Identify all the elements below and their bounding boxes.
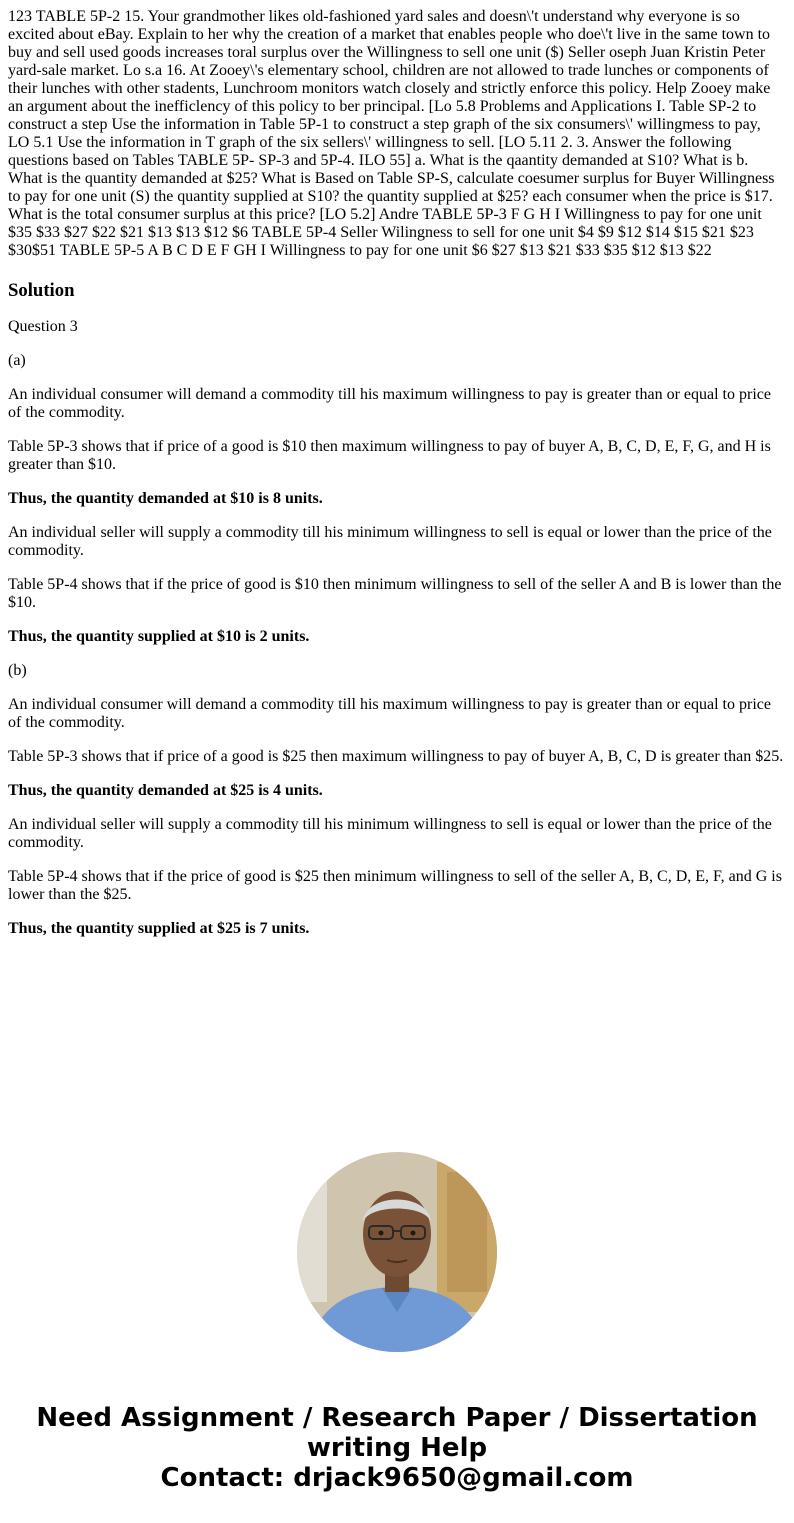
solution-paragraph: Table 5P-4 shows that if the price of good is $25 then minimum willingness to sell of the seller A, B, C, D, E, F, and G is lower than the $25. [8,868,782,903]
question-text: 123 TABLE 5P-2 15. Your grandmother likes old-fashioned yard sales and doesn\'t understand why everyone is so excited about eBay. Explain to her why the creation of a market that enables people who doe\'t live in the same town to buy and sell used goods increases toral surplus over the Willingness to sell one unit ($) Seller oseph Juan Kristin Peter yard-sale market. Lo s.a 16. At Zooey\'s elementary school, children are not allowed to trade lunches or components of their lunches with other stadents, Lunchroom monitors watch closely and strictly enforce this policy. Help Zooey make an argument about the inefficlency of this policy to ber principal. [Lo 5.8 Problems and Applications I. Table SP-2 to construct a step Use the information in Table 5P-1 to construct a step graph of the six consumers\' willingmess to pay, LO 5.1 Use the information in T graph of the six sellers\' willingness to sell. [LO 5.11 2. 3. Answer the following questions based on Tables TABLE 5P- SP-3 and 5P-4. ILO 55] a. What is the qaantity demanded at S10? What is b. What is the quantity demanded at $25? What is Based on Table SP-S, calculate coesumer surplus for Buyer Willingness to pay for one unit (S) the quantity supplied at S10? the quantity supplied at $25? each consumer when the price is $17. What is the total consumer surplus at this price? [LO 5.2] Andre TABLE 5P-3 F G H I Willingness to pay for one unit $35 $33 $27 $22 $21 $13 $13 $12 $6 TABLE 5P-4 Seller Wilingness to sell for one unit $4 $9 $12 $14 $15 $21 $23 $30$51 TABLE 5P-5 A B C D E F GH I Willingness to pay for one unit $6 $27 $13 $21 $33 $35 $12 $13 $22 [8,8,775,259]
document-body [8,8,786,938]
author-portrait [297,1152,497,1352]
footer-line-1: Need Assignment / Research Paper / Dissertation [36,1403,758,1433]
solution-paragraph: An individual seller will supply a commodity till his minimum willingness to sell is equal or lower than the price of the commodity. [8,816,772,851]
solution-paragraph: Table 5P-3 shows that if price of a good is $25 then maximum willingness to pay of buyer A, B, C, D is greater than $25. [8,748,784,765]
solution-conclusion: Thus, the quantity supplied at $10 is 2 units. [8,628,310,645]
solution-conclusion: Thus, the quantity supplied at $25 is 7 units. [8,920,310,937]
solution-body [8,318,786,938]
solution-paragraph: (a) [8,352,26,369]
solution-paragraph: An individual consumer will demand a commodity till his maximum willingness to pay is greater than or equal to price of the commodity. [8,696,771,731]
solution-paragraph: An individual consumer will demand a commodity till his maximum willingness to pay is greater than or equal to price of the commodity. [8,386,771,421]
solution-conclusion: Thus, the quantity demanded at $10 is 8 units. [8,490,323,507]
contact-footer [0,1403,794,1493]
author-avatar [297,1152,497,1352]
solution-paragraph: Question 3 [8,318,78,335]
solution-paragraph: An individual seller will supply a commodity till his minimum willingness to sell is equal or lower than the price of the commodity. [8,524,772,559]
solution-paragraph: Table 5P-4 shows that if the price of good is $10 then minimum willingness to sell of the seller A and B is lower than the $10. [8,576,782,611]
solution-paragraph: Table 5P-3 shows that if price of a good is $10 then maximum willingness to pay of buyer A, B, C, D, E, F, G, and H is greater than $10. [8,438,771,473]
portrait-wall-left [297,1172,327,1302]
solution-paragraph: (b) [8,662,27,679]
solution-conclusion: Thus, the quantity demanded at $25 is 4 units. [8,782,323,799]
footer-line-2: writing Help [306,1433,488,1463]
footer-contact-email: Contact: drjack9650@gmail.com [160,1463,634,1493]
solution-heading: Solution [8,280,75,301]
